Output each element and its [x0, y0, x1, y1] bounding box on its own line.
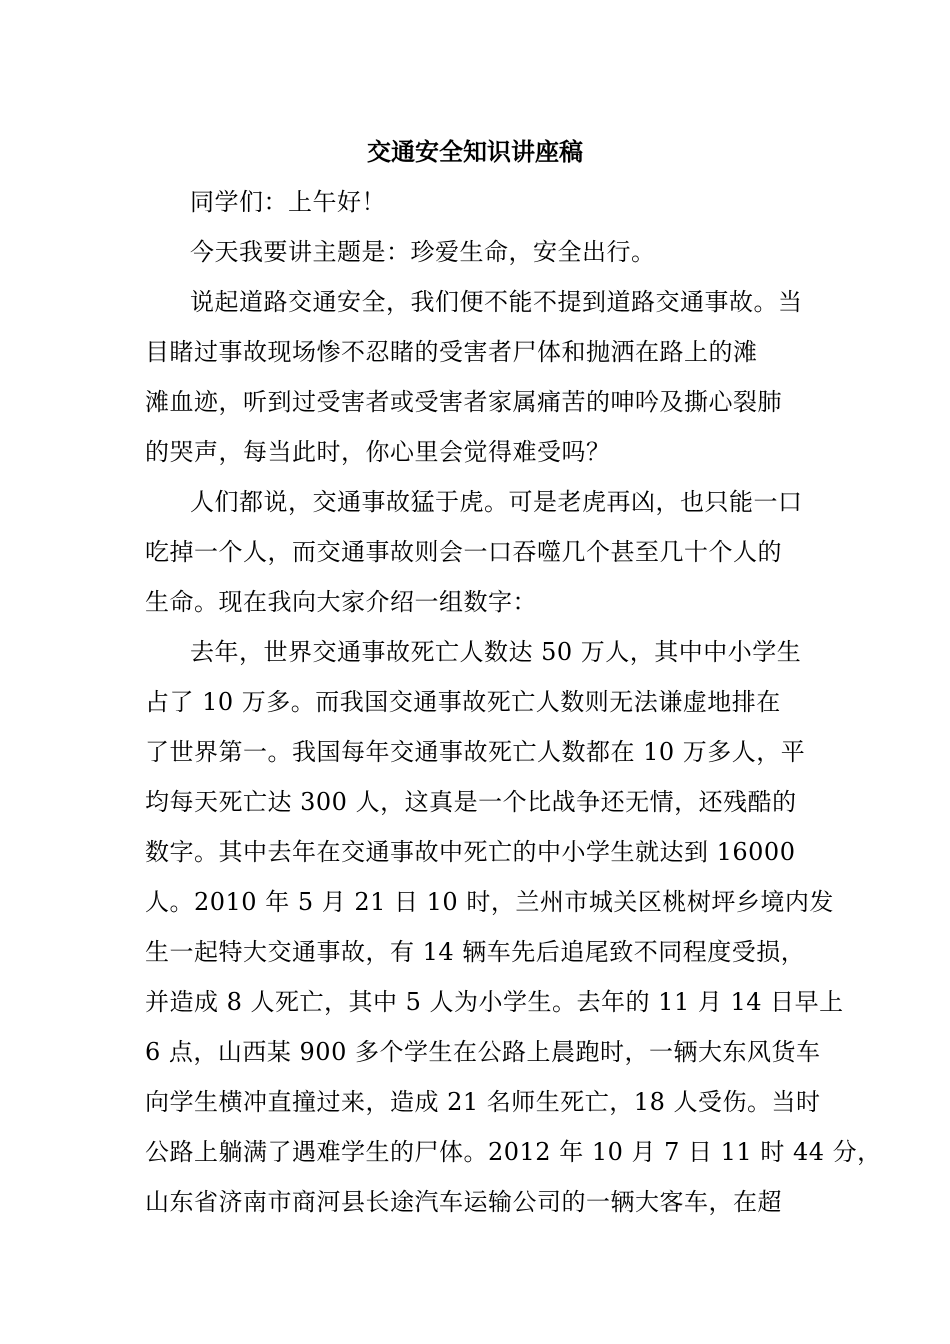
body-line: 6 点，山西某 900 多个学生在公路上晨跑时，一辆大东风货车	[145, 1038, 821, 1066]
body-line: 去年，世界交通事故死亡人数达 50 万人，其中中小学生	[190, 638, 802, 666]
body-line: 人们都说，交通事故猛于虎。可是老虎再凶，也只能一口	[190, 488, 803, 516]
document-title: 交通安全知识讲座稿	[367, 138, 583, 166]
body-line: 生命。现在我向大家介绍一组数字：	[145, 588, 537, 616]
body-line: 今天我要讲主题是：珍爱生命，安全出行。	[190, 238, 656, 266]
body-line: 生一起特大交通事故，有 14 辆车先后追尾致不同程度受损，	[145, 938, 806, 966]
body-line: 滩血迹，听到过受害者或受害者家属痛苦的呻吟及撕心裂肺	[145, 388, 782, 416]
body-line: 了世界第一。我国每年交通事故死亡人数都在 10 万多人，平	[145, 738, 806, 766]
body-line: 的哭声，每当此时，你心里会觉得难受吗？	[145, 438, 611, 466]
body-line: 吃掉一个人，而交通事故则会一口吞噬几个甚至几十个人的	[145, 538, 782, 566]
body-line: 目睹过事故现场惨不忍睹的受害者尸体和抛洒在路上的滩	[145, 338, 758, 366]
body-line: 均每天死亡达 300 人，这真是一个比战争还无情，还残酷的	[145, 788, 797, 816]
body-line: 同学们：上午好！	[190, 188, 386, 216]
body-line: 数字。其中去年在交通事故中死亡的中小学生就达到 16000	[145, 838, 796, 866]
body-line: 向学生横冲直撞过来，造成 21 名师生死亡，18 人受伤。当时	[145, 1088, 821, 1116]
body-line: 并造成 8 人死亡，其中 5 人为小学生。去年的 11 月 14 日早上	[145, 988, 844, 1016]
body-line: 公路上躺满了遇难学生的尸体。2012 年 10 月 7 日 11 时 44 分，	[145, 1138, 882, 1166]
body-line: 占了 10 万多。而我国交通事故死亡人数则无法谦虚地排在	[145, 688, 781, 716]
body-line: 说起道路交通安全，我们便不能不提到道路交通事故。当	[190, 288, 803, 316]
body-line: 山东省济南市商河县长途汽车运输公司的一辆大客车，在超	[145, 1188, 782, 1216]
body-line: 人。2010 年 5 月 21 日 10 时，兰州市城关区桃树坪乡境内发	[145, 888, 834, 916]
